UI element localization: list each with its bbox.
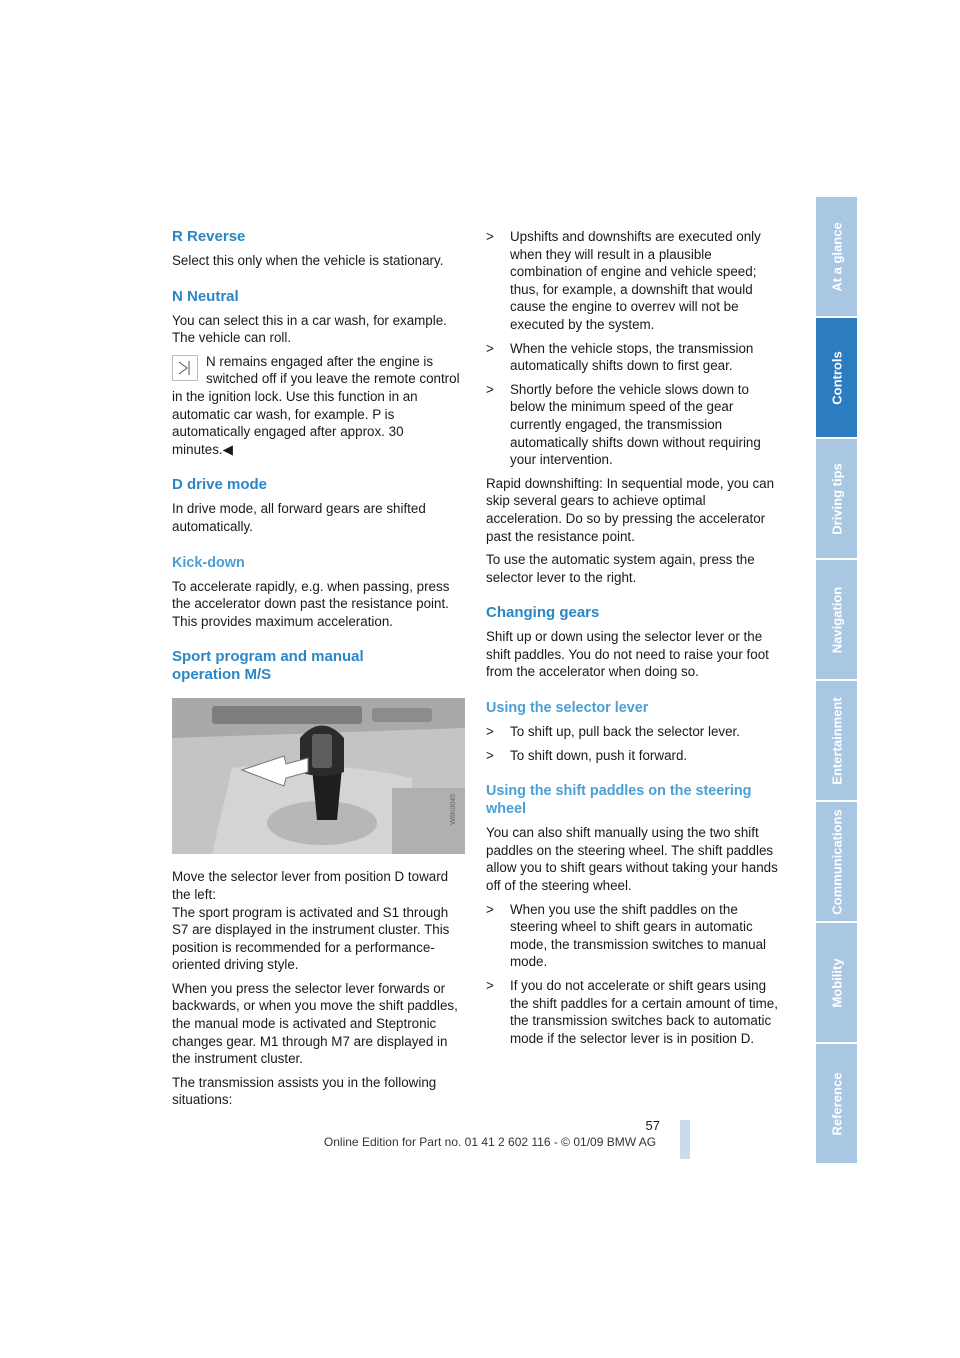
tab-controls[interactable] bbox=[816, 318, 857, 437]
tab-entertainment[interactable] bbox=[816, 681, 857, 800]
tab-at-a-glance[interactable] bbox=[816, 197, 857, 316]
list-item bbox=[486, 747, 778, 765]
selector-lever-photo bbox=[172, 698, 465, 854]
section-title-changing: Changing gears bbox=[486, 604, 600, 622]
tab-label: Communications bbox=[829, 808, 844, 915]
tab-mobility[interactable] bbox=[816, 923, 857, 1042]
tab-navigation[interactable] bbox=[816, 560, 857, 679]
tab-label: At a glance bbox=[829, 221, 844, 292]
page-number: 57 bbox=[645, 1118, 660, 1133]
chapter-sidebar bbox=[816, 197, 857, 1165]
tab-reference[interactable] bbox=[816, 1044, 857, 1163]
bullet-marker: > bbox=[486, 381, 494, 397]
section-title-reverse: R Reverse bbox=[172, 228, 246, 245]
section-title-sport-line2: operation M/S bbox=[172, 666, 272, 684]
bullet-marker: > bbox=[486, 229, 494, 244]
list-item bbox=[486, 228, 778, 334]
section-title-paddles: Using the shift paddles on the steering wheel bbox=[486, 783, 752, 818]
paragraph-reverse: Select this only when the vehicle is stationary. bbox=[172, 253, 444, 268]
section-title-kickdown: Kick-down bbox=[172, 554, 245, 571]
bullet-text: Shortly before the vehicle slows down to below the minimum speed of the gear currently engaged, the transmission automatically shifts down without requiring your intervention. bbox=[510, 381, 761, 468]
tab-communications[interactable] bbox=[816, 802, 857, 921]
bullet-text: To shift up, pull back the selector lever. bbox=[510, 724, 740, 740]
tab-label: Controls bbox=[829, 350, 844, 405]
paragraph-sport-1b: The sport program is activated and S1 through S7 are displayed in the instrument cluster. This position is recommended for a performance-oriented driving style. bbox=[172, 904, 450, 973]
paragraph-neutral: You can select this in a car wash, for example. The vehicle can roll. bbox=[172, 312, 447, 346]
section-title-sport bbox=[172, 648, 465, 684]
list-item bbox=[486, 901, 778, 971]
note-arrow-icon bbox=[172, 355, 198, 381]
tab-label: Entertainment bbox=[829, 696, 844, 785]
footer-edition: Online Edition for Part no. 01 41 2 602 116 - © 01/09 BMW AG bbox=[323, 1135, 657, 1149]
paragraph-paddles: You can also shift manually using the two shift paddles on the steering wheel. The shift paddles allow you to shift gears without taking your hands off of the steering wheel. bbox=[486, 825, 778, 894]
tab-driving-tips[interactable] bbox=[816, 439, 857, 558]
bullet-marker: > bbox=[486, 724, 494, 740]
tab-label: Driving tips bbox=[829, 462, 844, 535]
list-item bbox=[486, 977, 778, 1047]
list-item bbox=[486, 340, 778, 375]
list-item bbox=[486, 381, 778, 469]
bullet-marker: > bbox=[486, 747, 494, 763]
note-neutral bbox=[172, 353, 465, 459]
photo-code: W6K0045 bbox=[450, 793, 458, 825]
page-number-bar bbox=[680, 1120, 690, 1159]
paragraph-changing: Shift up or down using the selector lever or the shift paddles. You do not need to raise your foot from the accelerator when doing so. bbox=[486, 629, 769, 680]
tab-label: Mobility bbox=[829, 957, 844, 1008]
bullet-marker: > bbox=[486, 901, 494, 917]
bullet-text: If you do not accelerate or shift gears using the shift paddles for a certain amount of time, the transmission switches back to automatic mode if the selector lever is in position D. bbox=[510, 978, 778, 1046]
paragraph-sport-1: Move the selector lever from position D toward the left: bbox=[172, 869, 449, 902]
paragraph-rapid: Rapid downshifting: In sequential mode, you can skip several gears to achieve optimal acceleration. Do so by pressing the accelerator past the resistance point. bbox=[486, 475, 775, 544]
paragraph-sport-3: The transmission assists you in the following situations: bbox=[172, 1074, 437, 1108]
right-column bbox=[486, 228, 778, 1047]
paragraph-drive: In drive mode, all forward gears are shifted automatically. bbox=[172, 501, 426, 534]
note-neutral-text: N remains engaged after the engine is switched off if you leave the remote control in the ignition lock. Use this function in an automatic car wash, for example. P is automatically engaged after approx. 30 minutes.◀ bbox=[172, 353, 460, 457]
paragraph-sport-2: When you press the selector lever forwards or backwards, or when you move the shift paddles, the manual mode is activated and Steptronic changes gear. M1 through M7 are displayed in the instrument cluster. bbox=[172, 980, 458, 1067]
paragraph-kickdown: To accelerate rapidly, e.g. when passing, press the accelerator down past the resistance point. This provides maximum acceleration. bbox=[172, 578, 450, 629]
bullet-text: When you use the shift paddles on the steering wheel to shift gears in automatic mode, the transmission switches to manual mode. bbox=[510, 901, 767, 970]
paragraph-auto-again: To use the automatic system again, press the selector lever to the right. bbox=[486, 552, 755, 585]
section-title-neutral: N Neutral bbox=[172, 287, 239, 305]
section-title-lever: Using the selector lever bbox=[486, 700, 649, 717]
bullet-text: When the vehicle stops, the transmission automatically shifts down to first gear. bbox=[510, 340, 754, 374]
bullet-text: To shift down, push it forward. bbox=[510, 747, 688, 763]
bullet-text: Upshifts and downshifts are executed only when they will result in a plausible combination of engine and vehicle speed; thus, for example, a downshift that would cause the engine to overrev will not be executed by the system. bbox=[510, 229, 761, 332]
bullet-marker: > bbox=[486, 978, 494, 993]
bullet-marker: > bbox=[486, 340, 494, 356]
tab-label: Reference bbox=[829, 1072, 844, 1135]
left-column bbox=[172, 228, 465, 1109]
section-title-sport-line1: Sport program and manual bbox=[172, 648, 364, 666]
tab-label: Navigation bbox=[829, 586, 844, 653]
section-title-drive: D drive mode bbox=[172, 476, 268, 494]
list-item bbox=[486, 723, 778, 741]
